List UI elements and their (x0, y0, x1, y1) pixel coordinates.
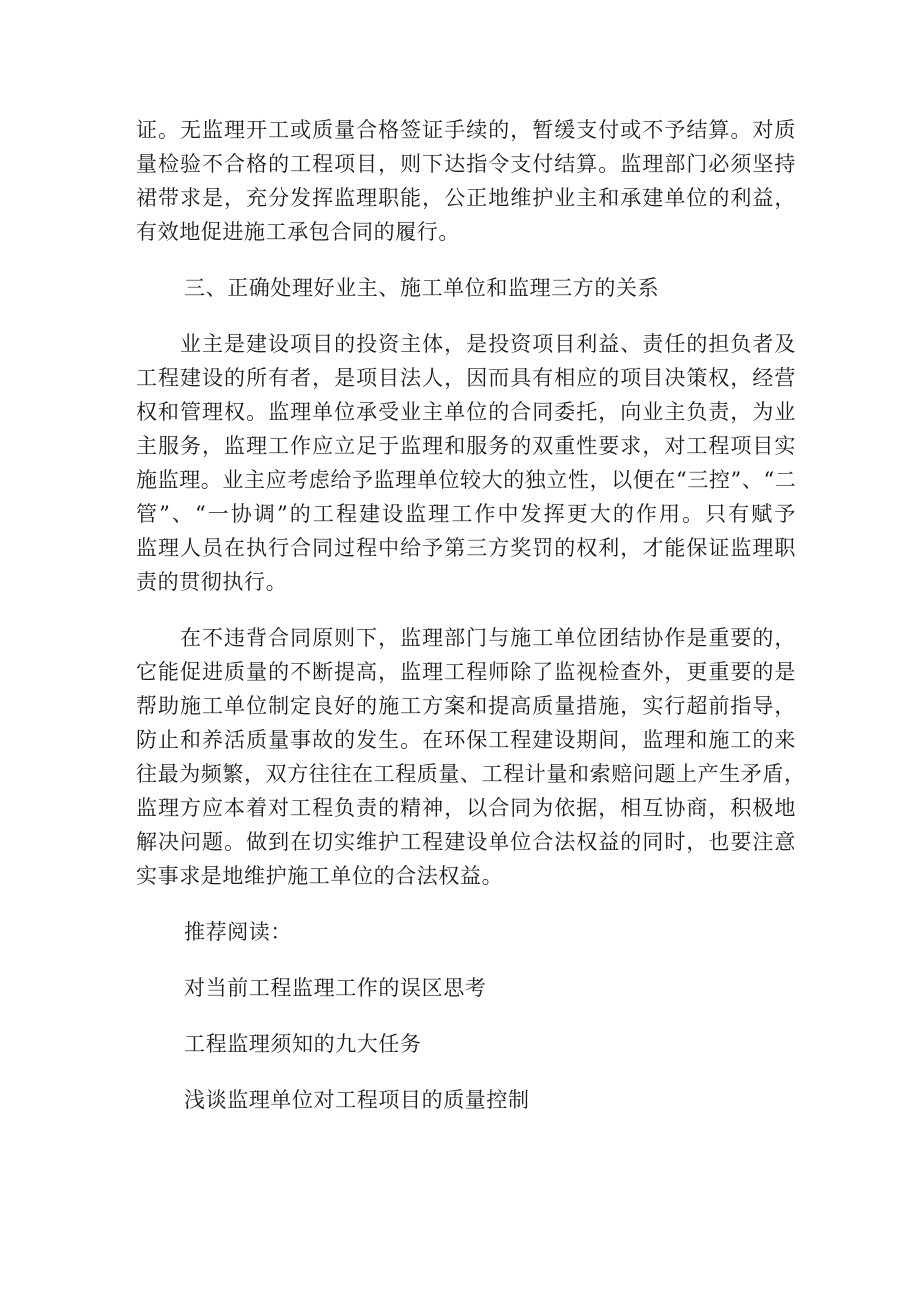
document-page (136, 113, 806, 1117)
recommended-link[interactable]: 工程监理须知的九大任务 (184, 1032, 422, 1056)
paragraph-3 (136, 621, 806, 893)
recommended-reading-label: 推荐阅读： (184, 920, 292, 944)
paragraph-line: 防止和养活质量事故的发生。在环保工程建设期间，监理和施工的来 (136, 728, 796, 752)
recommended-link[interactable]: 浅谈监理单位对工程项目的质量控制 (184, 1088, 530, 1112)
recommended-link[interactable]: 对当前工程监理工作的误区思考 (184, 976, 487, 1000)
paragraph-line: 裙带求是，充分发挥监理职能，公正地维护业主和承建单位的利益， (136, 186, 796, 210)
paragraph-line: 量检验不合格的工程项目，则下达指令支付结算。监理部门必须坚持 (136, 152, 796, 176)
paragraph-line: 权和管理权。监理单位承受业主单位的合同委托，向业主负责，为业 (136, 400, 796, 424)
paragraph-line: 帮助施工单位制定良好的施工方案和提高质量措施，实行超前指导， (136, 694, 796, 718)
paragraph-line: 监理方应本着对工程负责的精神，以合同为依据，相互协商，积极地 (136, 796, 796, 820)
paragraph-line: 主服务，监理工作应立足于监理和服务的双重性要求，对工程项目实 (136, 434, 796, 458)
paragraph-line: 有效地促进施工承包合同的履行。 (136, 220, 460, 244)
paragraph-line: 责的贯彻执行。 (136, 570, 288, 594)
paragraph-line: 业主是建设项目的投资主体，是投资项目利益、责任的担负者及 (180, 332, 796, 356)
paragraph-line: 监理人员在执行合同过程中给予第三方奖罚的权利，才能保证监理职 (136, 536, 796, 560)
paragraph-line: 证。无监理开工或质量合格签证手续的，暂缓支付或不予结算。对质 (136, 118, 796, 142)
paragraph-line: 管”、“一协调”的工程建设监理工作中发挥更大的作用。只有赋予 (136, 502, 796, 526)
paragraph-line: 解决问题。做到在切实维护工程建设单位合法权益的同时，也要注意 (136, 830, 796, 854)
paragraph-1 (136, 113, 796, 249)
paragraph-line: 往最为频繁，双方往往在工程质量、工程计量和索赔问题上产生矛盾， (136, 762, 806, 786)
paragraph-line: 工程建设的所有者，是项目法人，因而具有相应的项目决策权，经营 (136, 366, 796, 390)
paragraph-line: 在不违背合同原则下，监理部门与施工单位团结协作是重要的， (180, 626, 796, 650)
paragraph-line: 施监理。业主应考虑给予监理单位较大的独立性，以便在“三控”、“二 (136, 468, 797, 492)
paragraph-2 (136, 327, 796, 599)
paragraph-line: 实事求是地维护施工单位的合法权益。 (136, 864, 504, 888)
section-heading: 三、正确处理好业主、施工单位和监理三方的关系 (184, 276, 660, 300)
paragraph-line: 它能促进质量的不断提高，监理工程师除了监视检查外，更重要的是 (136, 660, 796, 684)
